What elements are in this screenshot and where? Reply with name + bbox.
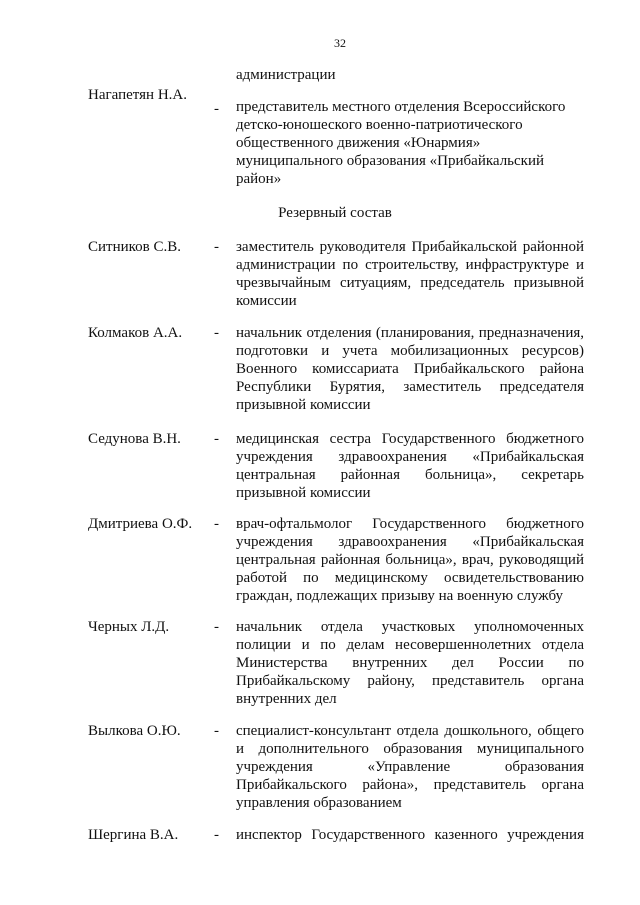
dash-separator: - <box>214 431 219 447</box>
dash-separator: - <box>214 325 219 341</box>
member-name: Вылкова О.Ю. <box>88 723 181 739</box>
member-description: врач-офтальмолог Государственного бюджетного учреждения здравоохранения «Прибайкальская центральная районная больница», врач, руководящий работой по медицинскому освидетельствованию граждан, подлежащих призыву на военную службу <box>236 516 584 604</box>
section-title: Резервный состав <box>278 205 392 221</box>
member-description-line: муниципального образования «Прибайкальский <box>236 153 545 169</box>
member-name: Дмитриева О.Ф. <box>88 516 193 532</box>
member-description: медицинская сестра Государственного бюджетного учреждения здравоохранения «Прибайкальская центральная районная больница», секретарь призывной комиссии <box>236 431 584 501</box>
member-description-line: район» <box>236 171 282 187</box>
member-description: начальник отделения (планирования, предназначения, подготовки и учета мобилизационных ресурсов) Военного комиссариата Прибайкальского района Республики Бурятия, заместитель председателя призывной комиссии <box>236 325 584 413</box>
member-name: Колмаков А.А. <box>88 325 183 341</box>
member-description-line: представитель местного отделения Всероссийского <box>236 99 566 115</box>
member-description: начальник отдела участковых уполномоченных полиции и по делам несовершеннолетних отдела Министерства внутренних дел России по Прибайкальскому району, представитель органа внутренних дел <box>236 619 584 707</box>
dash-separator: - <box>214 723 219 739</box>
dash-separator: - <box>214 516 219 532</box>
member-description: специалист-консультант отдела дошкольного, общего и дополнительного образования муниципального учреждения «Управление образования Прибайкальского района», представитель органа управления образованием <box>236 723 584 811</box>
dash-separator: - <box>214 827 219 843</box>
member-name: Нагапетян Н.А. <box>88 87 187 103</box>
member-name: Ситников С.В. <box>88 239 182 255</box>
dash-separator: - <box>214 619 219 635</box>
member-name: Шергина В.А. <box>88 827 179 843</box>
continuation-text: администрации <box>236 67 336 83</box>
member-description: инспектор Государственного казенного учреждения <box>236 827 584 843</box>
member-name: Седунова В.Н. <box>88 431 181 447</box>
member-description-line: общественного движения «Юнармия» <box>236 135 481 151</box>
member-description: заместитель руководителя Прибайкальской районной администрации по строительству, инфраструктуре и чрезвычайным ситуациям, председатель призывной комиссии <box>236 239 584 309</box>
dash-separator: - <box>214 239 219 255</box>
dash-separator: - <box>214 101 219 117</box>
member-name: Черных Л.Д. <box>88 619 170 635</box>
page-number: 32 <box>334 36 346 50</box>
member-description-line: детско-юношеского военно-патриотического <box>236 117 523 133</box>
